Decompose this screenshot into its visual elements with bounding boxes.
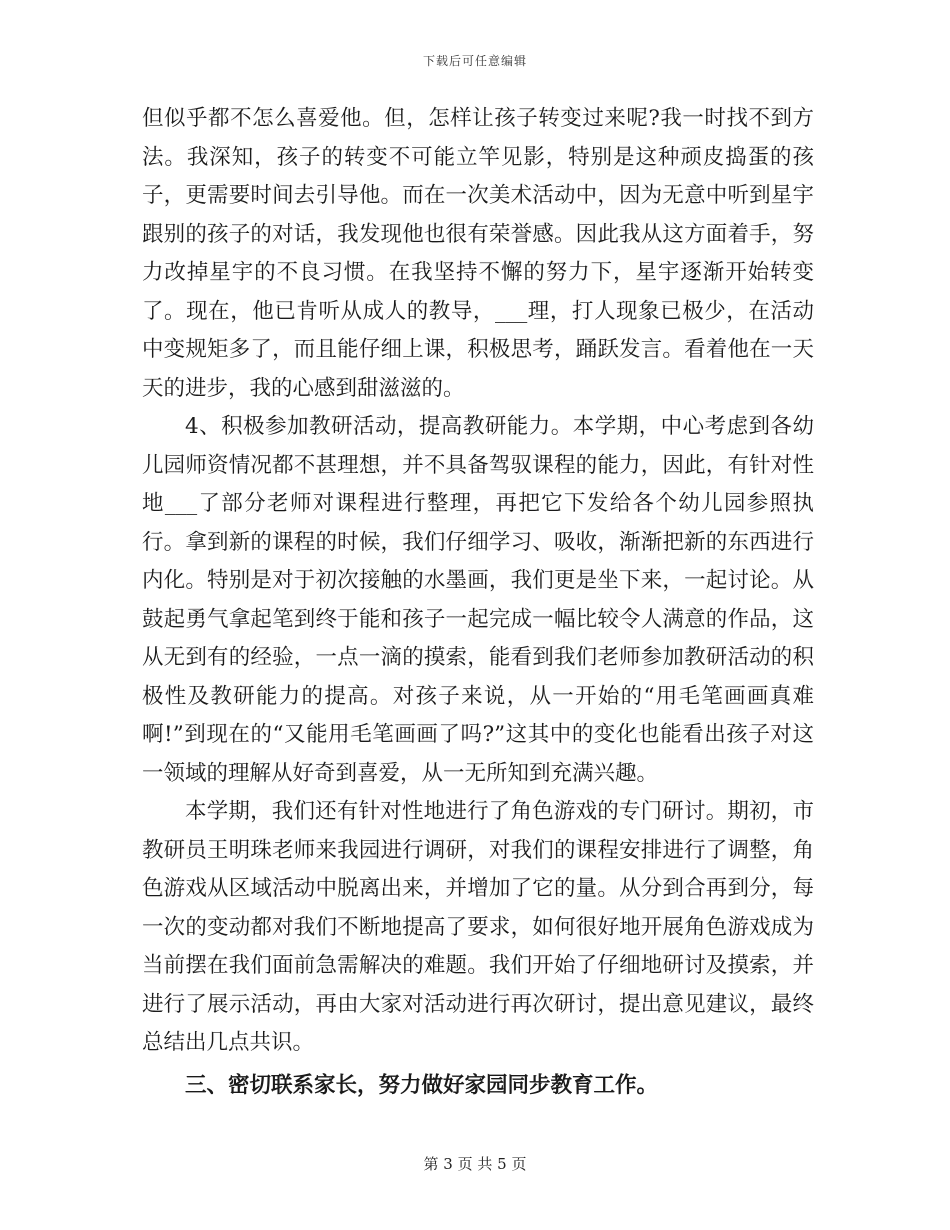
body-paragraph-continued: 但似乎都不怎么喜爱他。但，怎样让孩子转变过来呢?我一时找不到方法。我深知，孩子的转变不可能立竿见影，特别是这种顽皮捣蛋的孩子，更需要时间去引导他。而在一次美术活动中，因为无意中听到星宇跟别的孩子的对话，我发现他也很有荣誉感。因此我从这方面着手，努力改掉星宇的不良习惯。在我坚持不懈的努力下，星宇逐渐开始转变了。现在，他已肯听从成人的教导，___理，打人现象已极少，在活动中变规矩多了，而且能仔细上课，积极思考，踊跃发言。看着他在一天天的进步，我的心感到甜滋滋的。 (142, 106, 814, 401)
body-paragraph-role-play: 本学期，我们还有针对性地进行了角色游戏的专门研讨。期初，市教研员王明珠老师来我园进行调研，对我们的课程安排进行了调整，角色游戏从区域活动中脱离出来，并增加了它的量。从分到合再到分，每一次的变动都对我们不断地提高了要求，如何很好地开展角色游戏成为当前摆在我们面前急需解决的难题。我们开始了仔细地研讨及摸索，并进行了展示活动，再由大家对活动进行再次研讨，提出意见建议，最终总结出几点共识。 (142, 799, 814, 1055)
section-heading-parent-contact: 三、密切联系家长，努力做好家园同步教育工作。 (185, 1072, 659, 1098)
document-body (142, 100, 814, 1105)
page-header: 下载后可任意编辑 (422, 54, 527, 68)
body-paragraph-teaching-research: 4、积极参加教研活动，提高教研能力。本学期，中心考虑到各幼儿园师资情况都不甚理想，并不具备驾驭课程的能力，因此，有针对性地___了部分老师对课程进行整理，再把它下发给各个幼儿园参照执行。拿到新的课程的时候，我们仔细学习、吸收，渐渐把新的东西进行内化。特别是对于初次接触的水墨画，我们更是坐下来，一起讨论。从鼓起勇气拿起笔到终于能和孩子一起完成一幅比较令人满意的作品，这从无到有的经验，一点一滴的摸索，能看到我们老师参加教研活动的积极性及教研能力的提高。对孩子来说，从一开始的“用毛笔画画真难啊!”到现在的“又能用毛笔画画了吗?”这其中的变化也能看出孩子对这一领域的理解从好奇到喜爱，从一无所知到充满兴趣。 (142, 414, 814, 786)
page-number-footer: 第 3 页 共 5 页 (423, 1155, 527, 1173)
